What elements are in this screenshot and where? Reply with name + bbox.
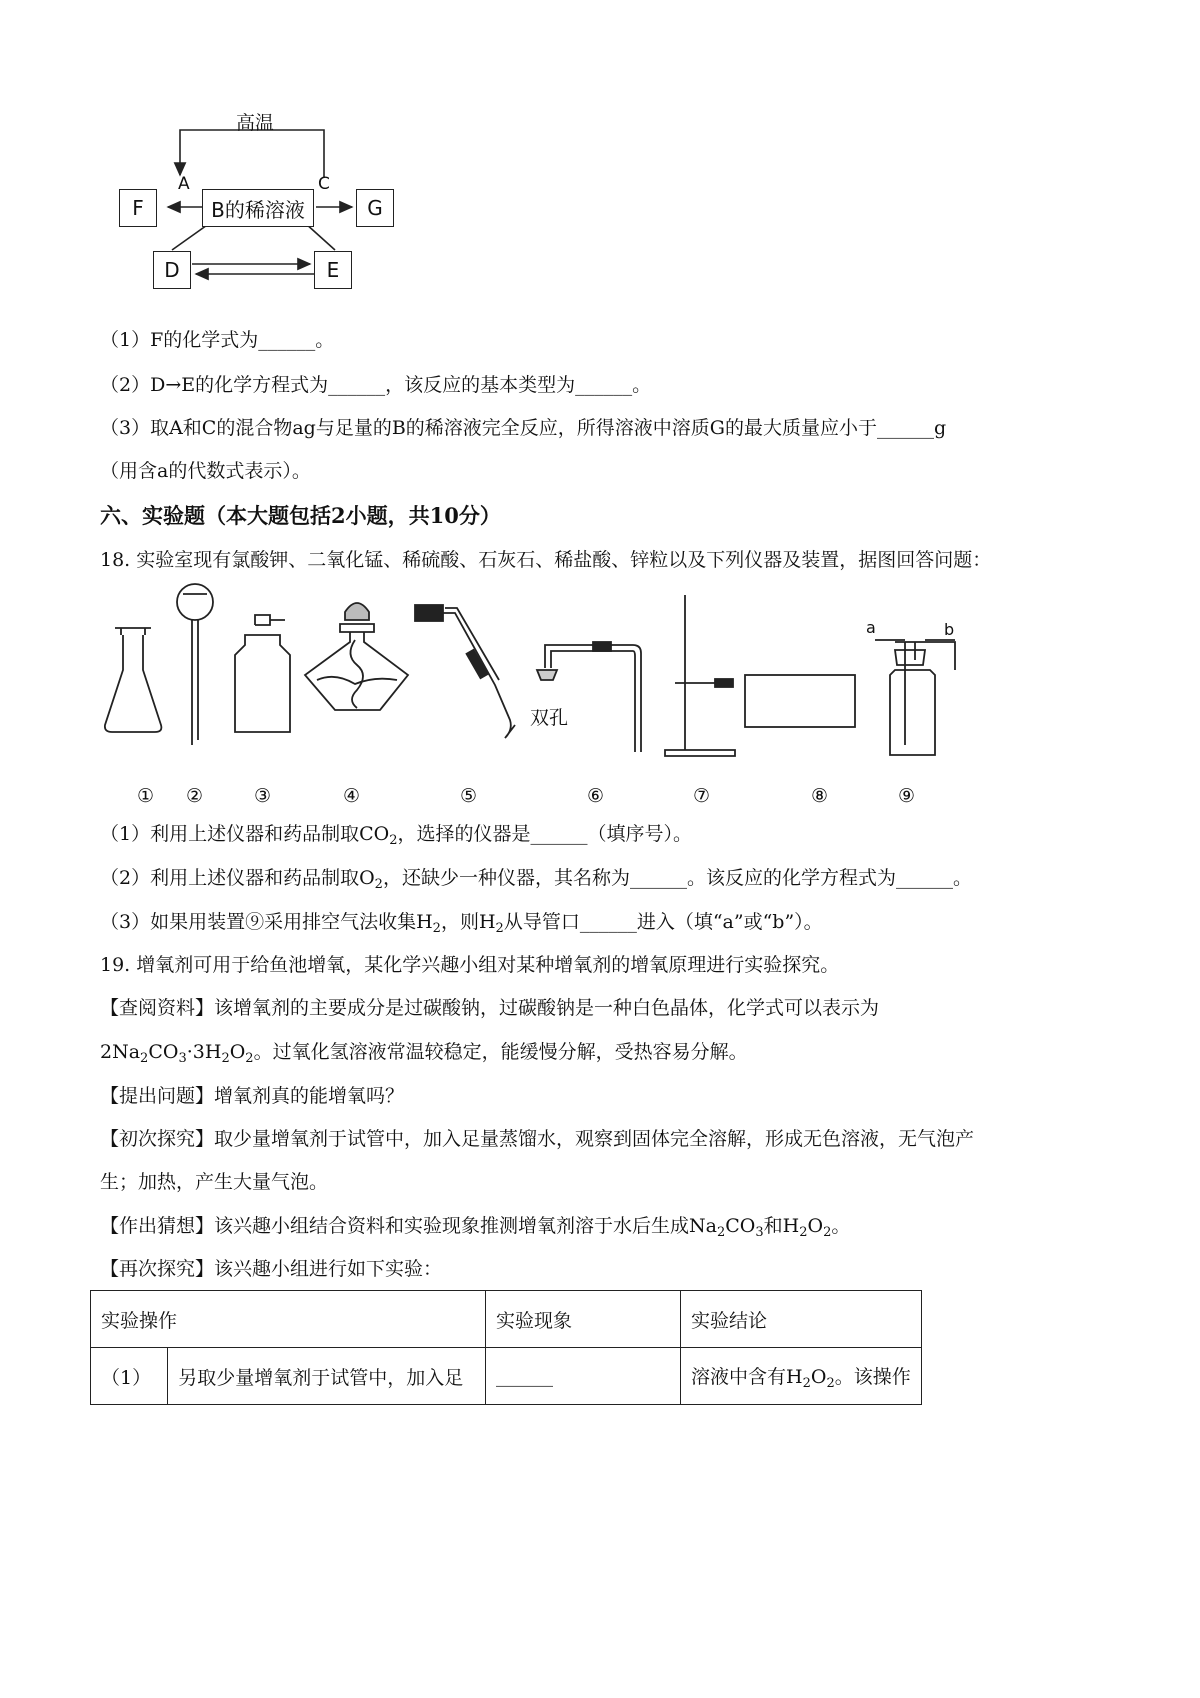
box-b-dilute-solution: B的稀溶液	[202, 189, 314, 227]
table-header-row	[91, 1291, 922, 1348]
label-c: C	[318, 174, 330, 194]
apparatus-number: ⑧	[811, 785, 829, 807]
q19-question: 【提出问题】增氧剂真的能增氧吗？	[100, 1085, 405, 1107]
q19-stem: 19. 增氧剂可用于给鱼池增氧，某化学兴趣小组对某种增氧剂的增氧原理进行实验探究。	[100, 954, 840, 976]
apparatus-number: ②	[186, 785, 204, 807]
row-phenomenon-blank: ______	[486, 1348, 681, 1405]
q17-part3-continued: （用含a的代数式表示）。	[100, 460, 311, 482]
label-a: A	[178, 174, 190, 194]
apparatus-number: ①	[137, 785, 155, 807]
header-operation: 实验操作	[91, 1291, 486, 1348]
box-f: F	[119, 189, 157, 227]
q19-guess: 【作出猜想】该兴趣小组结合资料和实验现象推测增氧剂溶于水后生成$Na_2CO_3$和$H_2O_2$。	[100, 1215, 851, 1240]
apparatus-number: ⑦	[693, 785, 711, 807]
q19-info-line1: 【查阅资料】该增氧剂的主要成分是过碳酸钠，过碳酸钠是一种白色晶体，化学式可以表示为	[100, 997, 880, 1019]
box-d: D	[153, 251, 191, 289]
q17-part2: （2）D→E的化学方程式为______，该反应的基本类型为______。	[100, 374, 652, 396]
port-a-label: a	[866, 618, 876, 637]
header-phenomenon: 实验现象	[486, 1291, 681, 1348]
q17-part3: （3）取A和C的混合物ag与足量的B的稀溶液完全反应，所得溶液中溶质G的最大质量应小于______g	[100, 417, 947, 439]
header-conclusion: 实验结论	[681, 1291, 922, 1348]
apparatus-number: ⑥	[587, 785, 605, 807]
q19-explore1-line1: 【初次探究】取少量增氧剂于试管中，加入足量蒸馏水，观察到固体完全溶解，形成无色溶液，无气泡产	[100, 1128, 975, 1150]
q18-part3: （3）如果用装置⑨采用排空气法收集$H_2$，则$H_2$从导管口______进入（填“a”或“b”）。	[100, 911, 823, 936]
table-row	[91, 1348, 922, 1405]
high-temp-label: 高温	[236, 112, 275, 134]
box-g: G	[356, 189, 394, 227]
q19-info-line2: $2Na_2CO_3\cdot 3H_2O_2$。过氧化氢溶液常温较稳定，能缓慢分解，受热容易分解。	[100, 1041, 748, 1066]
apparatus-figure	[95, 580, 975, 770]
apparatus-number: ③	[254, 785, 272, 807]
row-conclusion: 溶液中含有$H_2O_2$。该操作	[681, 1348, 922, 1405]
apparatus-number: ④	[343, 785, 361, 807]
q19-explore1-line2: 生；加热，产生大量气泡。	[100, 1171, 329, 1193]
apparatus-number: ⑤	[460, 785, 478, 807]
q18-part1: （1）利用上述仪器和药品制取$CO_2$，选择的仪器是______（填序号）。	[100, 823, 693, 848]
apparatus-number: ⑨	[898, 785, 916, 807]
row-number: （1）	[91, 1348, 168, 1405]
double-hole-label: 双孔	[530, 707, 569, 729]
section-heading: 六、实验题（本大题包括2小题，共10分）	[100, 503, 501, 528]
experiment-table	[90, 1290, 922, 1405]
q17-part1: （1）F的化学式为______。	[100, 329, 335, 351]
q18-stem: 18. 实验室现有氯酸钾、二氧化锰、稀硫酸、石灰石、稀盐酸、锌粒以及下列仪器及装置，据图回答问题：	[100, 549, 992, 571]
q19-explore2: 【再次探究】该兴趣小组进行如下实验：	[100, 1258, 443, 1280]
row-operation: 另取少量增氧剂于试管中，加入足	[168, 1348, 486, 1405]
box-e: E	[314, 251, 352, 289]
port-b-label: b	[944, 620, 955, 639]
q18-part2: （2）利用上述仪器和药品制取$O_2$，还缺少一种仪器，其名称为______。该反应的化学方程式为______。	[100, 867, 972, 892]
